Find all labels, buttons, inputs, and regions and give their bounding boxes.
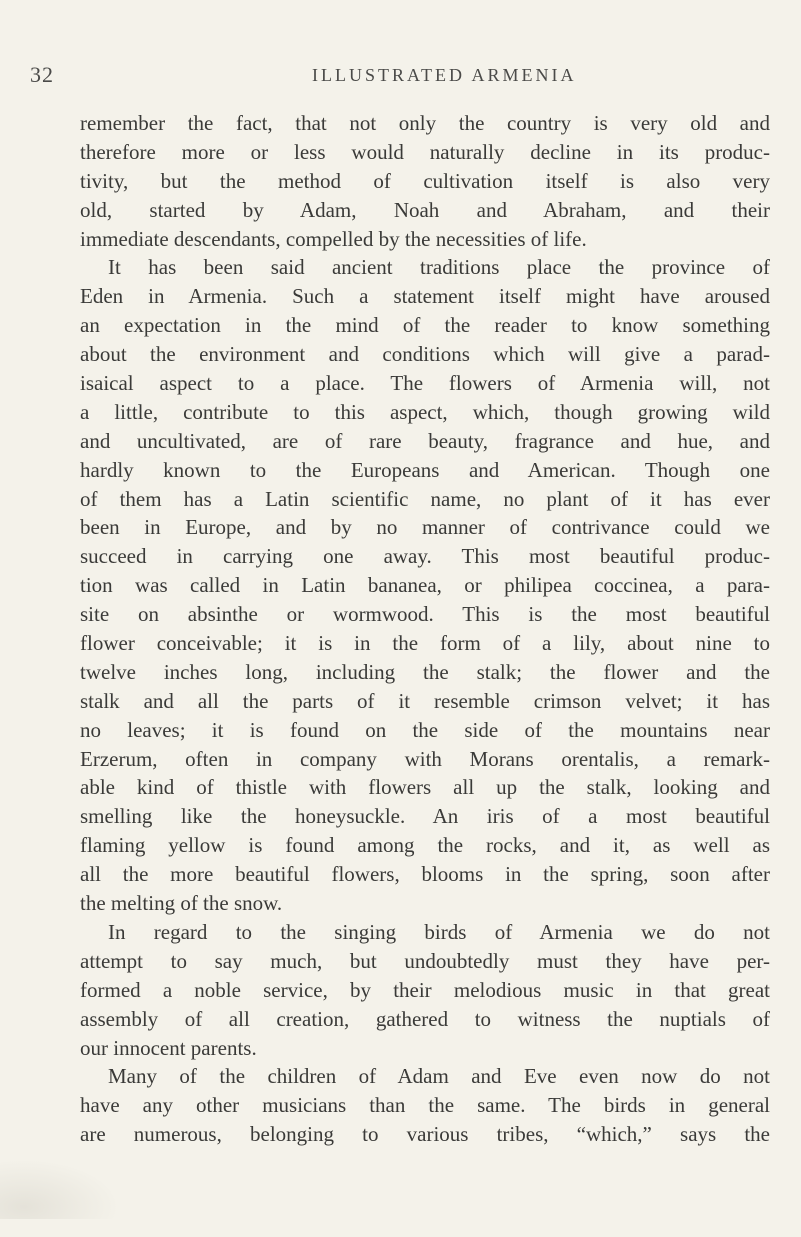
text-line: site on absinthe or wormwood. This is the most beautiful — [80, 602, 770, 627]
running-head: ILLUSTRATED ARMENIA — [312, 65, 577, 85]
text-line: tion was called in Latin bananea, or philipea coccinea, a para- — [80, 573, 770, 598]
text-line: smelling like the honeysuckle. An iris of a most beautiful — [80, 804, 770, 829]
text-line: Erzerum, often in company with Morans orentalis, a remark- — [80, 746, 770, 771]
text-line: immediate descendants, compelled by the necessities of life. — [80, 226, 587, 251]
text-line: been in Europe, and by no manner of contrivance could we — [80, 515, 770, 540]
text-line: attempt to say much, but undoubtedly must they have per- — [80, 948, 770, 973]
text-line: remember the fact, that not only the country is very old and — [80, 111, 770, 135]
text-line: It has been said ancient traditions place the province of — [108, 255, 770, 280]
text-line: old, started by Adam, Noah and Abraham, and their — [80, 197, 770, 222]
text-line: about the environment and conditions which will give a parad- — [80, 342, 770, 367]
page-header — [30, 62, 610, 90]
text-line: tivity, but the method of cultivation itself is also very — [80, 168, 770, 193]
text-line: the melting of the snow. — [80, 891, 283, 916]
body-text — [80, 109, 770, 1149]
text-line: all the more beautiful flowers, blooms in the spring, soon after — [80, 862, 770, 887]
text-line: hardly known to the Europeans and American. Though one — [80, 457, 770, 482]
text-line: able kind of thistle with flowers all up the stalk, looking and — [80, 775, 770, 800]
text-line: In regard to the singing birds of Armenia we do not — [108, 919, 770, 944]
text-line: an expectation in the mind of the reader to know something — [80, 313, 770, 338]
text-line: Many of the children of Adam and Eve even now do not — [108, 1064, 770, 1089]
text-line: are numerous, belonging to various tribes, “which,” says the — [80, 1122, 770, 1147]
text-line: assembly of all creation, gathered to witness the nuptials of — [80, 1006, 770, 1031]
text-line: isaical aspect to a place. The flowers of Armenia will, not — [80, 371, 770, 396]
text-line: have any other musicians than the same. The birds in general — [80, 1093, 770, 1118]
text-line: and uncultivated, are of rare beauty, fragrance and hue, and — [80, 428, 770, 453]
page-number: 32 — [30, 62, 54, 87]
text-line: our innocent parents. — [80, 1035, 257, 1060]
text-line: no leaves; it is found on the side of the mountains near — [80, 717, 770, 742]
text-line: Eden in Armenia. Such a statement itself might have aroused — [80, 284, 770, 309]
text-line: twelve inches long, including the stalk; the flower and the — [80, 659, 770, 684]
text-line: therefore more or less would naturally decline in its produc- — [80, 139, 770, 164]
text-line: succeed in carrying one away. This most beautiful produc- — [80, 544, 770, 569]
text-line: a little, contribute to this aspect, which, though growing wild — [80, 399, 770, 424]
text-line: flaming yellow is found among the rocks, and it, as well as — [80, 833, 770, 858]
text-line: of them has a Latin scientific name, no plant of it has ever — [80, 486, 770, 511]
text-line: formed a noble service, by their melodious music in that great — [80, 977, 770, 1002]
paper-smudge — [0, 1159, 120, 1219]
text-line: stalk and all the parts of it resemble crimson velvet; it has — [80, 688, 770, 713]
text-line: flower conceivable; it is in the form of a lily, about nine to — [80, 631, 770, 656]
